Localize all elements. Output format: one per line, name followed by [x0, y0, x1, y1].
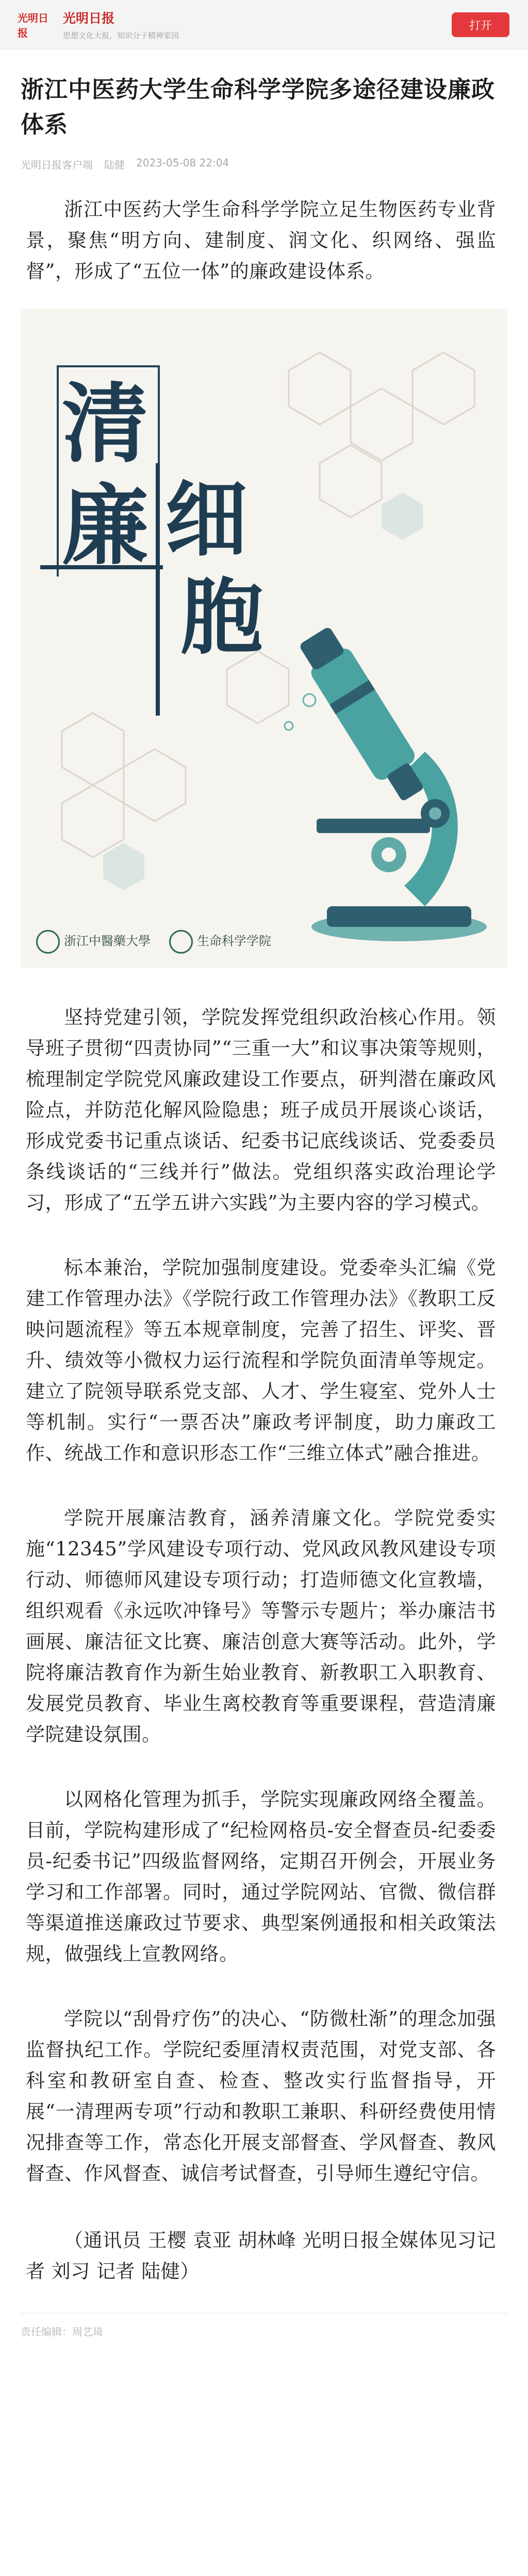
school-name: 浙江中醫藥大學 [64, 934, 151, 948]
article-intro: 浙江中医药大学生命科学学院立足生物医药专业背景，聚焦“明方向、建制度、润文化、织网络、强监督”，形成了“五位一体”的廉政建设体系。 [26, 198, 496, 282]
college-name: 生命科学学院 [197, 934, 271, 948]
article-meta [21, 157, 507, 172]
poster-char-xi: 细 [165, 471, 248, 568]
editor-credit: 责任编辑：周艺琦 [21, 2326, 103, 2338]
brand-slogan: 思想文化大报，知识分子精神家园 [63, 31, 179, 40]
article-paragraph: 标本兼治，学院加强制度建设。党委牵头汇编《党建工作管理办法》《学院行政工作管理办法》《教职工反映问题流程》等五本规章制度，完善了招生、评奖、晋升、绩效等小微权力运行流程和学院负面清单等规定。建立了院领导联系党支部、人才、学生寝室、党外人士等机制。实行“一票否决”廉政考评制度，助力廉政工作、统战工作和意识形态工作“三维立体式”融合推进。 [26, 1257, 496, 1464]
article-title: 浙江中医药大学生命科学学院多途径建设廉政体系 [21, 76, 496, 138]
article [0, 72, 528, 287]
microscope-icon [270, 597, 487, 947]
brand-logo [18, 11, 55, 39]
brand-block [63, 8, 179, 41]
poster-char-qing: 清 [62, 374, 148, 474]
college-seal-icon [169, 930, 193, 954]
article-paragraph: 坚持党建引领，学院发挥党组织政治核心作用。领导班子贯彻“四责协同”“三重一大”和议事决策等规则，梳理制定学院党风廉政建设工作要点，研判潜在廉政风险点，并防范化解风险隐患；班子成员开展谈心谈话，形成党委书记重点谈话、纪委书记底线谈话、党委委员条线谈话的“三线并行”做法。党组织落实政治理论学习，形成了“五学五讲六实践”为主要内容的学习模式。 [26, 1006, 496, 1214]
poster-char-lian: 廉 [62, 476, 148, 577]
poster-footer [36, 930, 271, 954]
school-seal-icon [36, 930, 60, 954]
app-bar [0, 0, 528, 49]
article-paragraph: 以网格化管理为抓手，学院实现廉政网络全覆盖。目前，学院构建形成了“纪检网格员-安全督查员-纪委委员-纪委书记”四级监督网络，定期召开例会，开展业务学习和工作部署。同时，通过学院网站、官微、微信群等渠道推送廉政过节要求、典型案例通报和相关政策法规，做强线上宣教网络。 [26, 1788, 496, 1965]
school-logo [36, 930, 151, 954]
logo-text: 光明日报 [18, 11, 48, 39]
brand-name: 光明日报 [63, 11, 115, 26]
frame-bar-vertical [156, 463, 160, 716]
article-source[interactable]: 光明日报客户端 [21, 159, 93, 171]
article-poster-image [21, 309, 507, 968]
college-logo [169, 930, 271, 954]
article-paragraph: 学院以“刮骨疗伤”的决心、“防微杜渐”的理念加强监督执纪工作。学院纪委厘清权责范围，对党支部、各科室和教研室自查、检查、整改实行监督指导，开展“一清理两专项”行动和教职工兼职、科研经费使用情况排查等工作，常态化开展支部督查、学风督查、教风督查、作风督查、诚信考试督查，引导师生遵纪守信。 [26, 2008, 496, 2184]
article-body [0, 1002, 528, 2287]
article-paragraph: 学院开展廉洁教育，涵养清廉文化。学院党委实施“12345”学风建设专项行动、党风政风教风建设专项行动、师德师风建设专项行动；打造师德文化宣教墙，组织观看《永远吹冲锋号》等警示专题片；举办廉洁书画展、廉洁征文比赛、廉洁创意大赛等活动。此外，学院将廉洁教育作为新生始业教育、新教职工入职教育、发展党员教育、毕业生离校教育等重要课程，营造清廉学院建设氛围。 [26, 1507, 496, 1745]
article-author: 陆健 [104, 159, 125, 171]
reporter-credits: （通讯员 王樱 袁亚 胡林峰 光明日报全媒体见习记者 刘习 记者 陆健） [26, 2229, 496, 2282]
article-timestamp: 2023-05-08 22:04 [136, 157, 229, 169]
poster-char-bao: 胞 [180, 569, 263, 666]
open-app-button[interactable]: 打开 [452, 12, 509, 37]
